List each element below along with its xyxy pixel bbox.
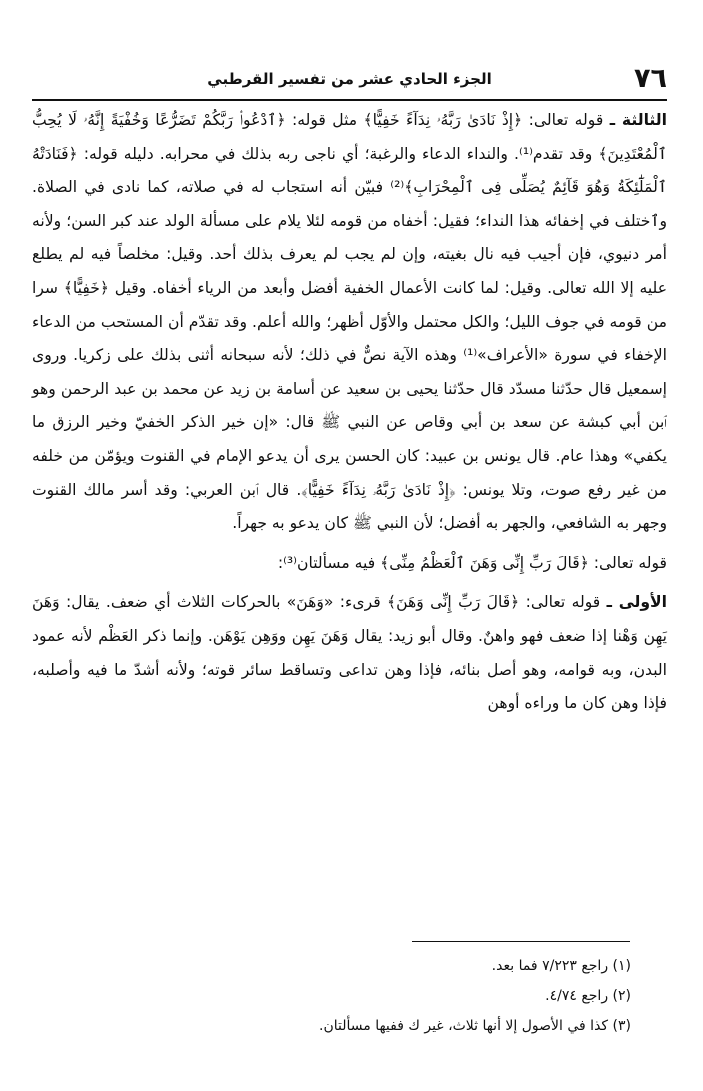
paragraph-third-issue <box>32 104 667 541</box>
paragraph-text: قوله تعالى: ﴿إِذْ نَادَىٰ رَبَّهُۥ نِدَآءً خَفِيًّا﴾ مثل قوله: ﴿ٱدْعُوا۟ رَبَّكُمْ تَضَرُّعًا وَخُفْيَةً إِنَّهُۥ لَا يُحِبُّ ٱلْمُعْتَدِينَ﴾ وقد تقدم⁽¹⁾. والنداء الدعاء والرغبة؛ أي ناجى ربه بذلك في محرابه. دليله قوله: ﴿فَنَادَتْهُ ٱلْمَلَٰٓئِكَةُ وَهُوَ قَآئِمٌ يُصَلِّى فِى ٱلْمِحْرَابِ﴾⁽²⁾ فبيّن أنه استجاب له في صلاته، كما نادى في الصلاة. وٱختلف في إخفائه هذا النداء؛ فقيل: أخفاه من قومه لئلا يلام على مسألة الولد عند كبر السن؛ ولأنه أمر دنيوي، فإن أجيب فيه نال بغيته، وإن لم يجب لم يعرف بذلك أحد. وقيل: مخلصاً فيه لم يطلع عليه إلا الله تعالى. وقيل: لما كانت الأعمال الخفية أفضل وأبعد من الرياء أخفاه. وقيل ﴿خَفِيًّا﴾ سرا من قومه في جوف الليل؛ والكل محتمل والأوّل أظهر؛ والله أعلم. وقد تقدّم أن المستحب من الدعاء الإخفاء في سورة «الأعراف»⁽¹⁾ وهذه الآية نصٌّ في ذلك؛ لأنه سبحانه أثنى بذلك على زكريا. وروى إسمعيل قال حدّثنا مسدّد قال حدّثنا يحيى بن سعيد عن أسامة بن زيد عن محمد بن عبد الرحمن وهو ٱبن أبي كبشة عن سعد بن أبي وقاص عن النبي ﷺ قال: «إن خير الذكر الخفيّ وخير الرزق ما يكفي» وهذا عام. قال يونس بن عبيد: كان الحسن يرى أن يدعو الإمام في القنوت ويؤمّن من خلفه من غير رفع صوت، وتلا يونس: ﴿إِذْ نَادَىٰ رَبَّهُۥ نِدَآءً خَفِيًّا﴾. قال ٱبن العربي: وقد أسر مالك القنوت وجهر به الشافعي، والجهر به أفضل؛ لأن النبي ﷺ كان يدعو به جهراً. <box>32 111 667 533</box>
paragraph-text: قوله تعالى: ﴿قَالَ رَبِّ إِنِّى وَهَنَ﴾ قرىء: «وَهَنَ» بالحركات الثلاث أي ضعف. يقال: وَهَنَ يَهِن وَهْنا إذا ضعف فهو واهنٌ. وقال أبو زيد: يقال وَهَنَ يَهِن ووَهِن يَوْهَن. وإنما ذكر العَظْم لأنه عمود البدن، وبه قوامه، وهو أصل بنائه، فإذا وهن تداعى وتساقط سائر قوته؛ ولأنه أشدّ ما فيه وأصلبه، فإذا وهن كان ما وراءه أوهن <box>32 593 667 713</box>
footnote-item: (٢) راجع ٤/٧٤. <box>545 988 631 1004</box>
footnote-rule <box>412 941 630 942</box>
paragraph-text: قوله تعالى: ﴿قَالَ رَبِّ إِنِّى وَهَنَ ٱلْعَظْمُ مِنِّى﴾ فيه مسألتان⁽³⁾: <box>277 553 667 572</box>
footnotes <box>71 951 631 1041</box>
main-text <box>32 104 667 721</box>
paragraph-verse-intro <box>32 547 667 581</box>
paragraph-lead: الأولى ـ <box>606 593 667 612</box>
paragraph-first-issue <box>32 586 667 720</box>
page-number: ٧٦ <box>634 63 667 94</box>
header-rule <box>32 99 667 101</box>
page-header <box>32 62 667 96</box>
footnote-item: (٣) كذا في الأصول إلا أنها ثلاث، غير ك ففيها مسألتان. <box>319 1018 631 1034</box>
paragraph-lead: الثالثة ـ <box>609 111 667 129</box>
footnote-item: (١) راجع ٧/٢٢٣ فما بعد. <box>491 958 631 974</box>
running-title: الجزء الحادي عشر من تفسير القرطبي <box>207 70 492 88</box>
